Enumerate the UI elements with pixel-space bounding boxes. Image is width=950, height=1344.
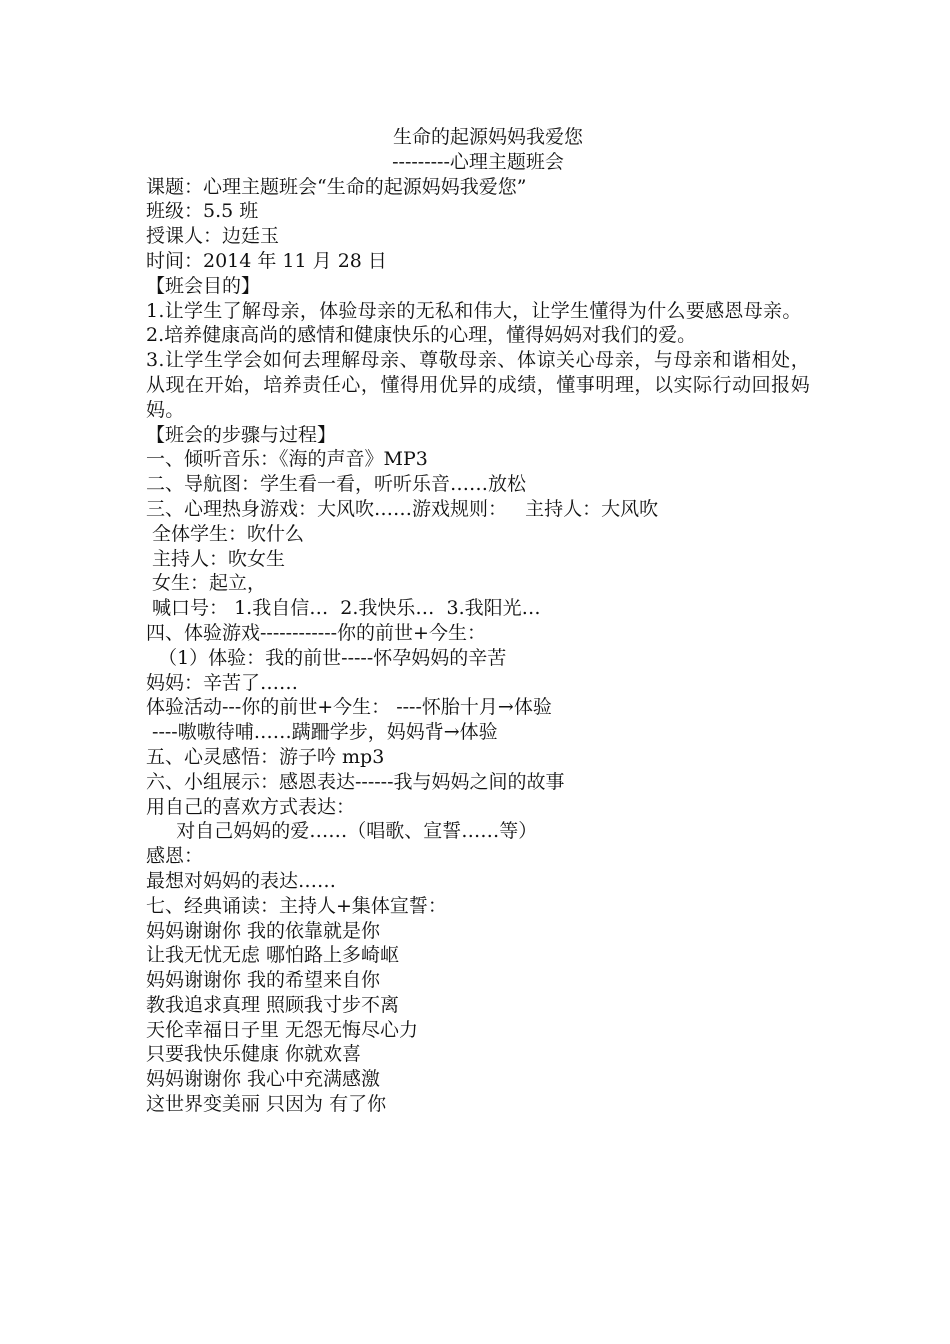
process-line: 喊口号： 1.我自信… 2.我快乐… 3.我阳光… [146,597,541,620]
purpose-heading: 【班会目的】 [146,274,261,297]
poem-line: 天伦幸福日子里 无怨无悔尽心力 [146,1018,419,1041]
process-line: 一、倾听音乐：《海的声音》MP3 [146,448,428,471]
process-line: 最想对妈妈的表达…… [146,869,337,892]
process-line: 用自己的喜欢方式表达： [146,795,356,818]
process-line: 妈妈：辛苦了…… [146,671,299,694]
process-heading: 【班会的步骤与过程】 [146,423,337,446]
purpose-item: 3.让学生学会如何去理解母亲、尊敬母亲、体谅关心母亲，与母亲和谐相处，从现在开始，培养责任心，懂得用优异的成绩，懂事明理，以实际行动回报妈妈。 [146,349,810,421]
process-line: ----嗷嗷待哺……蹒跚学步，妈妈背→体验 [146,721,498,744]
process-line: 主持人：吹女生 [146,547,286,570]
document-title: 生命的起源妈妈我爱您 [392,126,583,148]
process-line: 七、经典诵读：主持人+集体宣誓： [146,894,447,917]
meta-topic: 课题：心理主题班会“生命的起源妈妈我爱您” [146,175,527,198]
poem-line: 让我无忧无虑 哪怕路上多崎岖 [146,944,400,967]
process-line: 二、导航图：学生看一看，听听乐音……放松 [146,473,527,496]
poem-line: 只要我快乐健康 你就欢喜 [146,1043,362,1066]
purpose-item: 1.让学生了解母亲，体验母亲的无私和伟大，让学生懂得为什么要感恩母亲。 [146,299,802,322]
poem-line: 妈妈谢谢你 我的依靠就是你 [146,919,381,942]
poem-line: 妈妈谢谢你 我的希望来自你 [146,969,381,992]
process-line: 三、心理热身游戏：大风吹……游戏规则： 主持人：大风吹 [146,497,659,520]
meta-teacher: 授课人：边廷玉 [146,225,280,248]
process-line: 女生：起立， [146,572,267,595]
poem-line: 这世界变美丽 只因为 有了你 [146,1093,387,1116]
process-line: 对自己妈妈的爱……（唱歌、宣誓……等） [146,820,538,843]
meta-time: 时间：2014 年 11 月 28 日 [146,249,387,272]
process-line: 全体学生：吹什么 [146,522,305,545]
poem-line: 教我追求真理 照顾我寸步不离 [146,993,400,1016]
meta-class: 班级：5.5 班 [146,200,259,223]
process-line: 六、小组展示：感恩表达------我与妈妈之间的故事 [146,770,565,793]
purpose-item: 2.培养健康高尚的感情和健康快乐的心理，懂得妈妈对我们的爱。 [146,324,697,347]
process-line: 感恩： [146,845,204,868]
document-body [146,125,810,1117]
process-line: 四、体验游戏------------你的前世+今生： [146,621,486,644]
document-subtitle: ---------心理主题班会 [392,150,564,173]
poem-line: 妈妈谢谢你 我心中充满感激 [146,1068,381,1091]
process-line: （1）体验：我的前世-----怀孕妈妈的辛苦 [146,646,507,669]
process-line: 五、心灵感悟：游子吟 mp3 [146,745,385,768]
process-line: 体验活动---你的前世+今生： ----怀胎十月→体验 [146,696,552,719]
